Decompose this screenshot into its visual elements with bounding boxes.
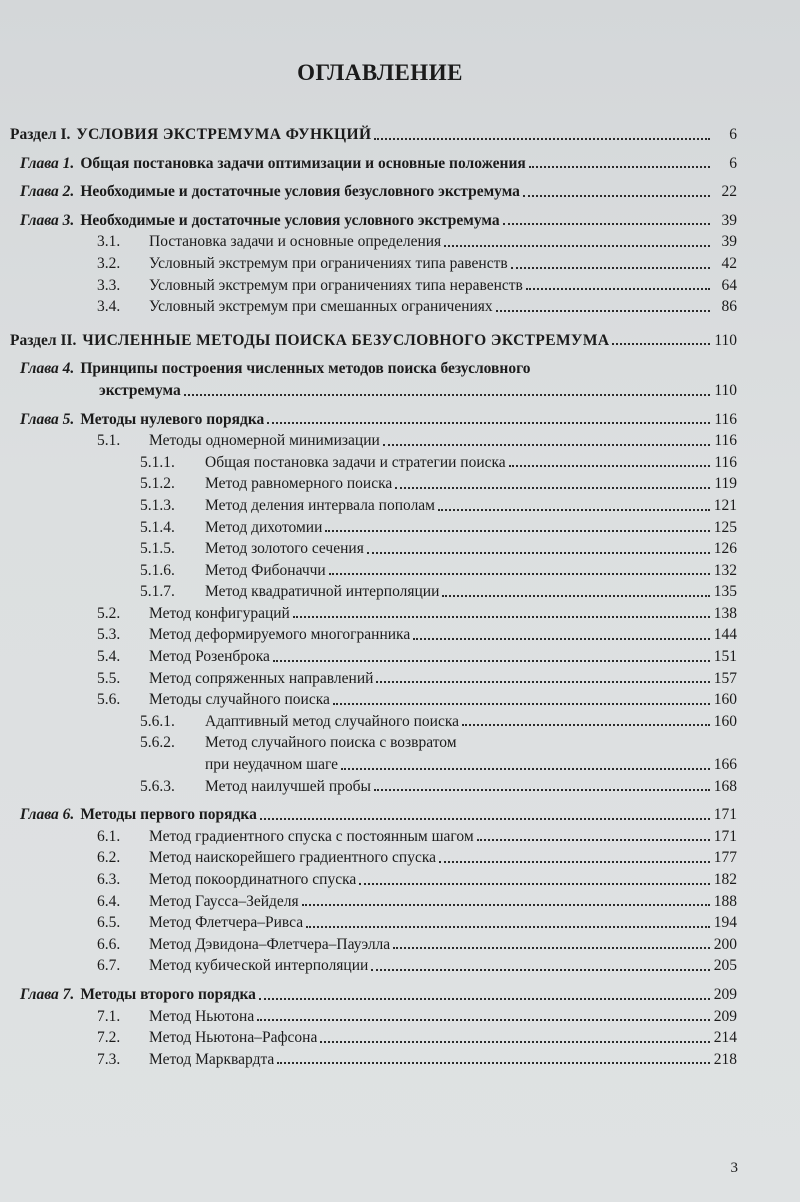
entry-page-number: 138 (713, 604, 737, 622)
entry-number: 6.1. (97, 827, 121, 845)
dot-leader (376, 680, 710, 683)
entry-page-number: 116 (714, 432, 737, 450)
toc-entry[interactable] (0, 210, 800, 232)
dot-leader (509, 464, 710, 467)
toc-entry[interactable] (0, 380, 800, 402)
dot-leader (184, 393, 710, 396)
toc-entry[interactable] (0, 409, 800, 431)
entry-number: 3.2. (97, 254, 121, 272)
entry-page-number: 218 (713, 1050, 737, 1068)
entry-number: 6.3. (97, 871, 121, 888)
entry-page-number: 64 (721, 276, 737, 294)
dot-leader (395, 486, 710, 489)
entry-page-number: 116 (714, 453, 737, 471)
entry-number: 5.4. (97, 648, 121, 666)
page-title: ОГЛАВЛЕНИЕ (297, 60, 463, 85)
dot-leader (273, 659, 710, 662)
chapter-label: Глава 4. (20, 360, 75, 378)
entry-page-number: 135 (713, 583, 737, 601)
entry-page-number: 39 (721, 211, 737, 229)
section-label: Раздел I. (10, 126, 71, 143)
entry-page-number: 42 (721, 254, 737, 272)
dot-leader (306, 925, 710, 928)
entry-title: Методы одномерной минимизации (149, 432, 380, 450)
dot-leader (260, 817, 710, 820)
entry-number: 3.4. (97, 298, 121, 316)
entry-number: 6.5. (97, 914, 121, 932)
entry-page-number: 132 (713, 561, 737, 579)
entry-number: 5.1.6. (140, 561, 175, 579)
entry-number: 5.6. (97, 691, 121, 709)
entry-title: Метод Марквардта (149, 1050, 275, 1068)
entry-number: 5.1. (97, 432, 121, 450)
entry-title: Метод наискорейшего градиентного спуска (149, 849, 437, 867)
entry-page-number: 171 (713, 806, 737, 824)
toc-entry[interactable] (0, 603, 800, 625)
dot-leader (267, 421, 710, 424)
toc-entry[interactable] (0, 826, 800, 848)
entry-number: 6.2. (97, 849, 121, 867)
entry-title: Метод случайного поиска с возвратом (205, 734, 457, 752)
entry-title: экстремума (99, 381, 181, 399)
entry-number: 6.7. (97, 957, 121, 975)
entry-title: Метод равномерного поиска (205, 475, 393, 493)
entry-page-number: 121 (713, 496, 737, 514)
toc-entry[interactable] (0, 689, 800, 711)
dot-leader (383, 443, 710, 446)
dot-leader (371, 968, 710, 971)
entry-title: УСЛОВИЯ ЭКСТРЕМУМА ФУНКЦИЙ (76, 126, 372, 143)
chapter-label: Глава 3. (20, 211, 75, 229)
toc-entry[interactable] (0, 231, 800, 253)
entry-title: Метод Флетчера–Ривса (149, 914, 304, 932)
entry-number: 5.1.7. (140, 583, 175, 601)
entry-page-number: 177 (713, 849, 737, 867)
entry-page-number: 157 (713, 669, 737, 687)
entry-title: Метод Ньютона–Рафсона (149, 1029, 318, 1047)
entry-page-number: 22 (721, 183, 737, 201)
dot-leader (523, 194, 710, 197)
entry-page-number: 160 (713, 712, 737, 730)
toc-entry[interactable] (0, 495, 800, 517)
entry-title: Метод золотого сечения (205, 540, 364, 558)
entry-title: Метод Гаусса–Зейделя (149, 892, 299, 910)
entry-page-number: 188 (713, 892, 737, 910)
toc-entry[interactable] (0, 473, 800, 495)
entry-page-number: 116 (714, 410, 737, 428)
entry-title: Необходимые и достаточные условия условного экстремума (80, 211, 500, 229)
dot-leader (374, 137, 710, 140)
entry-number: 7.2. (97, 1029, 121, 1047)
toc-entry[interactable] (0, 776, 800, 798)
toc-entry[interactable] (0, 296, 800, 318)
entry-page-number: 209 (713, 985, 737, 1003)
toc-entry[interactable] (0, 934, 800, 956)
toc-entry[interactable] (0, 1049, 800, 1071)
entry-number: 3.3. (97, 276, 121, 294)
entry-page-number: 205 (713, 957, 737, 975)
entry-title: Методы нулевого порядка (80, 410, 265, 428)
toc-entry[interactable] (0, 984, 800, 1006)
entry-title: Условный экстремум при смешанных ограничениях (149, 298, 493, 316)
toc-entry[interactable] (0, 847, 800, 869)
toc-entry[interactable] (0, 711, 800, 733)
dot-leader (341, 767, 710, 770)
dot-leader (367, 551, 710, 554)
chapter-label: Глава 6. (20, 806, 75, 824)
entry-title: Метод Фибоначчи (205, 561, 326, 579)
entry-title: Метод Розенброка (149, 648, 270, 666)
entry-page-number: 160 (713, 691, 737, 709)
toc-entry[interactable] (0, 804, 800, 826)
entry-page-number: 168 (713, 777, 737, 795)
entry-number: 5.3. (97, 626, 121, 644)
dot-leader (302, 903, 710, 906)
entry-number: 3.1. (97, 233, 121, 251)
entry-title: Методы второго порядка (80, 985, 256, 1003)
entry-page-number: 110 (714, 381, 737, 399)
entry-page-number: 126 (713, 540, 737, 558)
entry-page-number: 151 (713, 648, 737, 666)
dot-leader (333, 702, 710, 705)
dot-leader (359, 882, 710, 885)
dot-leader (496, 309, 710, 312)
entry-title: Условный экстремум при ограничениях типа равенств (149, 254, 508, 272)
toc-entry[interactable] (0, 581, 800, 603)
entry-number: 5.6.2. (140, 734, 175, 752)
toc-entry[interactable] (0, 646, 800, 668)
entry-number: 5.1.3. (140, 496, 175, 514)
toc-entry[interactable] (0, 668, 800, 690)
entry-number: 5.6.1. (140, 712, 175, 730)
entry-page-number: 214 (713, 1029, 737, 1047)
dot-leader (393, 946, 710, 949)
toc-entry[interactable] (0, 253, 800, 275)
entry-title: при неудачном шаге (205, 756, 338, 774)
dot-leader (526, 287, 710, 290)
entry-number: 5.1.2. (140, 475, 175, 493)
entry-number: 5.2. (97, 604, 121, 622)
toc-entry[interactable] (0, 912, 800, 934)
chapter-label: Глава 1. (20, 154, 75, 172)
entry-page-number: 39 (721, 233, 737, 251)
dot-leader (442, 594, 710, 597)
toc-entry[interactable] (0, 538, 800, 560)
toc-entry[interactable] (0, 124, 800, 146)
chapter-label: Глава 2. (20, 183, 75, 201)
dot-leader (413, 637, 710, 640)
dot-leader (477, 838, 710, 841)
toc-entry[interactable] (0, 754, 800, 776)
chapter-label: Глава 7. (20, 985, 75, 1003)
entry-title: Общая постановка задачи оптимизации и основные положения (80, 154, 526, 172)
toc-entry[interactable] (0, 732, 800, 754)
entry-page-number: 86 (721, 298, 737, 316)
toc-entry[interactable] (0, 869, 800, 891)
entry-page-number: 144 (713, 626, 737, 644)
toc-list (0, 124, 800, 1070)
entry-page-number: 6 (729, 126, 737, 143)
dot-leader (438, 508, 710, 511)
toc-entry[interactable] (0, 275, 800, 297)
entry-title: Метод деформируемого многогранника (149, 626, 411, 644)
entry-title: Метод конфигураций (149, 604, 290, 622)
entry-title: Методы первого порядка (80, 806, 257, 824)
entry-title: Метод наилучшей пробы (205, 777, 371, 795)
entry-title: Метод дихотомии (205, 518, 323, 536)
entry-title: Адаптивный метод случайного поиска (205, 712, 460, 730)
dot-leader (503, 222, 710, 225)
dot-leader (462, 723, 710, 726)
entry-page-number: 209 (713, 1007, 737, 1025)
entry-title: ЧИСЛЕННЫЕ МЕТОДЫ ПОИСКА БЕЗУСЛОВНОГО ЭКСТРЕМУМА (82, 331, 610, 349)
dot-leader (325, 529, 710, 532)
entry-number: 5.1.1. (140, 453, 175, 471)
toc-entry[interactable] (0, 430, 800, 452)
dot-leader (439, 860, 710, 863)
entry-title: Необходимые и достаточные условия безусловного экстремума (80, 183, 520, 201)
toc-entry[interactable] (0, 153, 800, 175)
dot-leader (374, 788, 710, 791)
dot-leader (612, 342, 710, 345)
dot-leader (293, 615, 710, 618)
toc-entry[interactable] (0, 560, 800, 582)
entry-number: 7.1. (97, 1007, 121, 1025)
entry-title: Принципы построения численных методов поиска безусловного (80, 360, 531, 378)
dot-leader (259, 997, 710, 1000)
entry-page-number: 194 (713, 914, 737, 932)
dot-leader (329, 572, 710, 575)
entry-number: 6.6. (97, 935, 121, 953)
dot-leader (511, 266, 710, 269)
entry-page-number: 182 (713, 871, 737, 888)
entry-number: 5.1.5. (140, 540, 175, 558)
entry-title: Метод градиентного спуска с постоянным шагом (149, 827, 474, 845)
entry-title: Метод покоординатного спуска (149, 871, 357, 888)
entry-title: Методы случайного поиска (149, 691, 330, 709)
toc-entry[interactable] (0, 955, 800, 977)
dot-leader (320, 1040, 710, 1043)
dot-leader (444, 244, 710, 247)
entry-title: Метод квадратичной интерполяции (205, 583, 440, 601)
toc-entry[interactable] (0, 452, 800, 474)
dot-leader (257, 1018, 710, 1021)
toc-entry[interactable] (0, 330, 800, 352)
page-number: 3 (730, 1160, 738, 1176)
toc-entry[interactable] (0, 1027, 800, 1049)
entry-page-number: 200 (713, 935, 737, 953)
entry-number: 7.3. (97, 1050, 121, 1068)
toc-entry[interactable] (0, 624, 800, 646)
toc-entry[interactable] (0, 181, 800, 203)
entry-page-number: 125 (713, 518, 737, 536)
toc-entry[interactable] (0, 891, 800, 913)
dot-leader (529, 165, 710, 168)
entry-page-number: 171 (713, 827, 737, 845)
entry-number: 5.5. (97, 669, 121, 687)
entry-number: 6.4. (97, 892, 121, 910)
entry-title: Метод Дэвидона–Флетчера–Пауэлла (149, 935, 391, 953)
toc-entry[interactable] (0, 1006, 800, 1028)
entry-number: 5.1.4. (140, 518, 175, 536)
entry-title: Метод деления интервала пополам (205, 496, 435, 514)
entry-title: Условный экстремум при ограничениях типа неравенств (149, 276, 523, 294)
entry-page-number: 119 (714, 475, 737, 493)
toc-entry[interactable] (0, 517, 800, 539)
entry-title: Общая постановка задачи и стратегии поиска (205, 453, 506, 471)
entry-title: Метод сопряженных направлений (149, 669, 374, 687)
entry-page-number: 110 (714, 331, 737, 349)
entry-title: Метод кубической интерполяции (149, 957, 369, 975)
chapter-label: Глава 5. (20, 410, 75, 428)
toc-entry[interactable] (0, 358, 800, 380)
section-label: Раздел II. (10, 331, 77, 349)
entry-number: 5.6.3. (140, 777, 175, 795)
entry-page-number: 166 (713, 756, 737, 774)
dot-leader (277, 1061, 710, 1064)
entry-page-number: 6 (729, 154, 737, 172)
entry-title: Метод Ньютона (149, 1007, 255, 1025)
entry-title: Постановка задачи и основные определения (149, 233, 442, 251)
